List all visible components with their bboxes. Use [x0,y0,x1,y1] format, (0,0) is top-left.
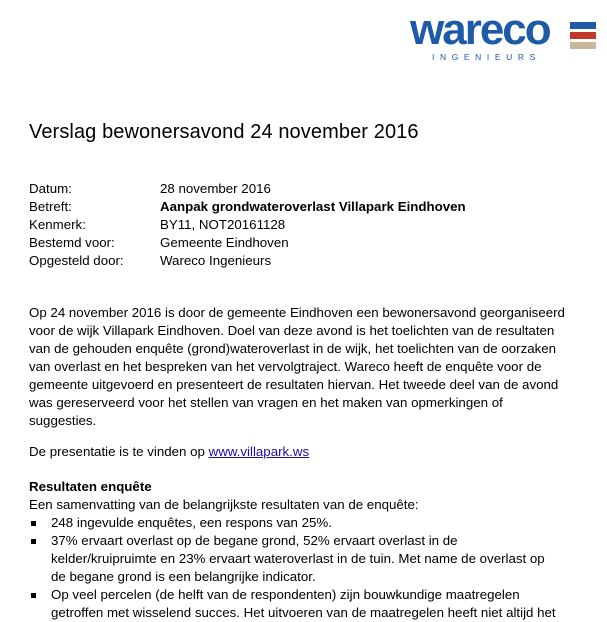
logo-mark-icon [568,16,598,58]
results-list [29,514,589,622]
bullet-icon [31,521,36,526]
list-item [29,514,589,532]
meta-value: Aanpak grondwateroverlast Villapark Eindhoven [160,199,466,214]
list-item-line: kelder/kruipruimte en 23% ervaart wateroverlast in de tuin. Met name de overlast op [51,551,545,566]
logo-subtitle: INGENIEURS [432,52,541,62]
presentation-line [29,443,309,461]
list-item-line: de begane grond is een belangrijke indicator. [51,569,316,584]
presentation-prefix: De presentatie is te vinden op [29,444,209,459]
meta-value: Wareco Ingenieurs [160,253,272,268]
summary-intro: Een samenvatting van de belangrijkste resultaten van de enquête: [29,497,419,512]
meta-label: Kenmerk: [29,217,86,232]
meta-label: Opgesteld door: [29,253,124,268]
intro-line: Op 24 november 2016 is door de gemeente Eindhoven een bewonersavond georganiseerd [29,305,565,320]
list-item-line: 37% ervaart overlast op de begane grond, 52% ervaart overlast in de [51,533,458,548]
list-item [29,586,589,622]
page-title: Verslag bewonersavond 24 november 2016 [29,121,419,143]
intro-line: was gereserveerd voor het stellen van vragen en het maken van opmerkingen of [29,395,503,410]
intro-line: van de gehouden enquête (grond)wateroverlast in de wijk, het toelichten van de oorzaken [29,341,557,356]
list-item-line: 248 ingevulde enquêtes, een respons van 25%. [51,515,332,530]
presentation-link[interactable]: www.villapark.ws [208,444,310,459]
logo-wordmark: wareco [410,5,550,54]
list-item [29,532,589,586]
intro-paragraph [29,304,589,430]
meta-label: Bestemd voor: [29,235,115,250]
section-heading: Resultaten enquête [29,479,152,494]
bullet-icon [31,593,36,598]
intro-line: suggesties. [29,413,97,428]
list-item-line: Op veel percelen (de helft van de respondenten) zijn bouwkundige maatregelen [51,587,520,602]
meta-value: 28 november 2016 [160,181,271,196]
intro-line: van overlast en het bespreken van het vervolgtraject. Wareco heeft de enquête voor de [29,359,542,374]
bullet-icon [31,539,36,544]
wareco-logo [410,5,600,62]
meta-value: BY11, NOT20161128 [160,217,286,232]
meta-value: Gemeente Eindhoven [160,235,289,250]
meta-label: Datum: [29,181,72,196]
intro-line: gemeente uitgevoerd en presenteert de resultaten hiervan. Het tweede deel van de avond [29,377,559,392]
intro-line: voor de wijk Villapark Eindhoven. Doel van deze avond is het toelichten van de resultaten [29,323,555,338]
meta-label: Betreft: [29,199,72,214]
list-item-line: getroffen met wisselend succes. Het uitvoeren van de maatregelen heeft niet altijd het [51,605,556,620]
